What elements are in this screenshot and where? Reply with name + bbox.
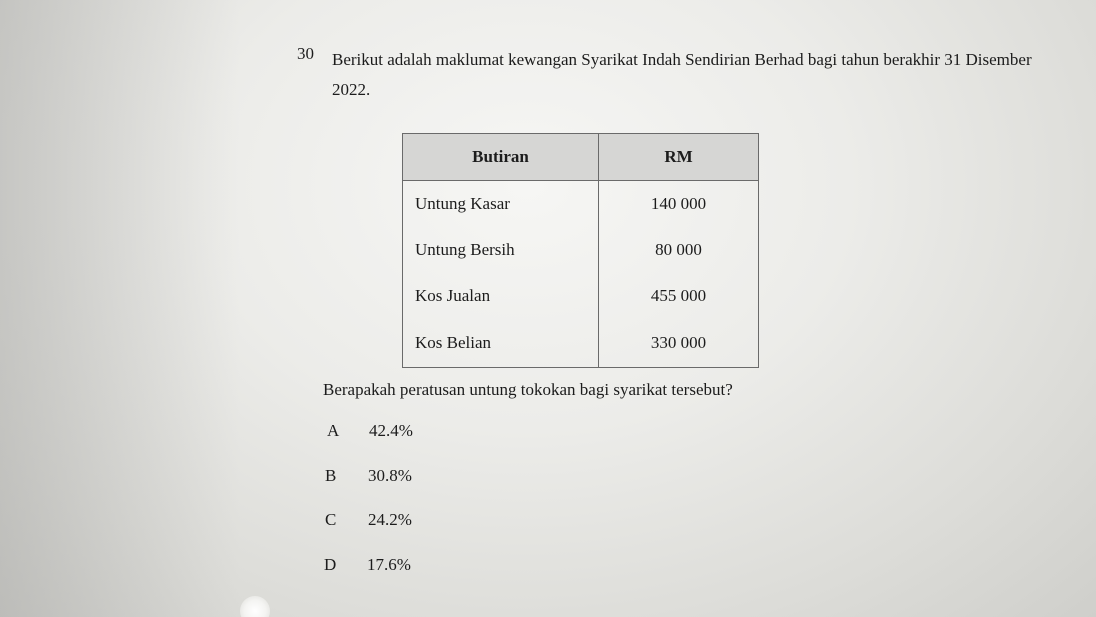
question-prompt: Berapakah peratusan untung tokokan bagi syarikat tersebut? xyxy=(323,380,733,399)
row-item: Kos Belian xyxy=(403,319,599,368)
option-letter: A xyxy=(327,421,340,440)
shadow-overlay xyxy=(0,0,240,617)
table-row xyxy=(403,227,759,273)
option-text: 24.2% xyxy=(368,510,412,529)
row-item: Untung Kasar xyxy=(403,181,599,228)
table-row xyxy=(403,181,759,228)
option-b[interactable] xyxy=(325,466,445,490)
option-text: 17.6% xyxy=(367,555,411,574)
option-letter: C xyxy=(325,510,337,529)
option-d[interactable] xyxy=(324,555,444,579)
option-letter: B xyxy=(325,466,337,485)
table-row xyxy=(403,273,759,319)
row-value: 80 000 xyxy=(599,227,759,273)
row-item: Kos Jualan xyxy=(403,273,599,319)
row-item: Untung Bersih xyxy=(403,227,599,273)
table-row xyxy=(403,319,759,368)
row-value: 455 000 xyxy=(599,273,759,319)
question-stem: Berikut adalah maklumat kewangan Syarikat Indah Sendirian Berhad bagi tahun berakhir 31 Disember 2022. xyxy=(332,50,1032,99)
row-value: 140 000 xyxy=(599,181,759,228)
header-rm: RM xyxy=(599,134,759,181)
option-text: 30.8% xyxy=(368,466,412,485)
option-letter: D xyxy=(324,555,337,574)
table-header-row xyxy=(403,134,759,181)
header-butiran: Butiran xyxy=(403,134,599,181)
option-c[interactable] xyxy=(325,510,445,534)
row-value: 330 000 xyxy=(599,319,759,368)
financial-table xyxy=(402,133,759,368)
option-text: 42.4% xyxy=(369,421,413,440)
option-a[interactable] xyxy=(327,421,447,445)
question-number: 30 xyxy=(297,44,314,63)
